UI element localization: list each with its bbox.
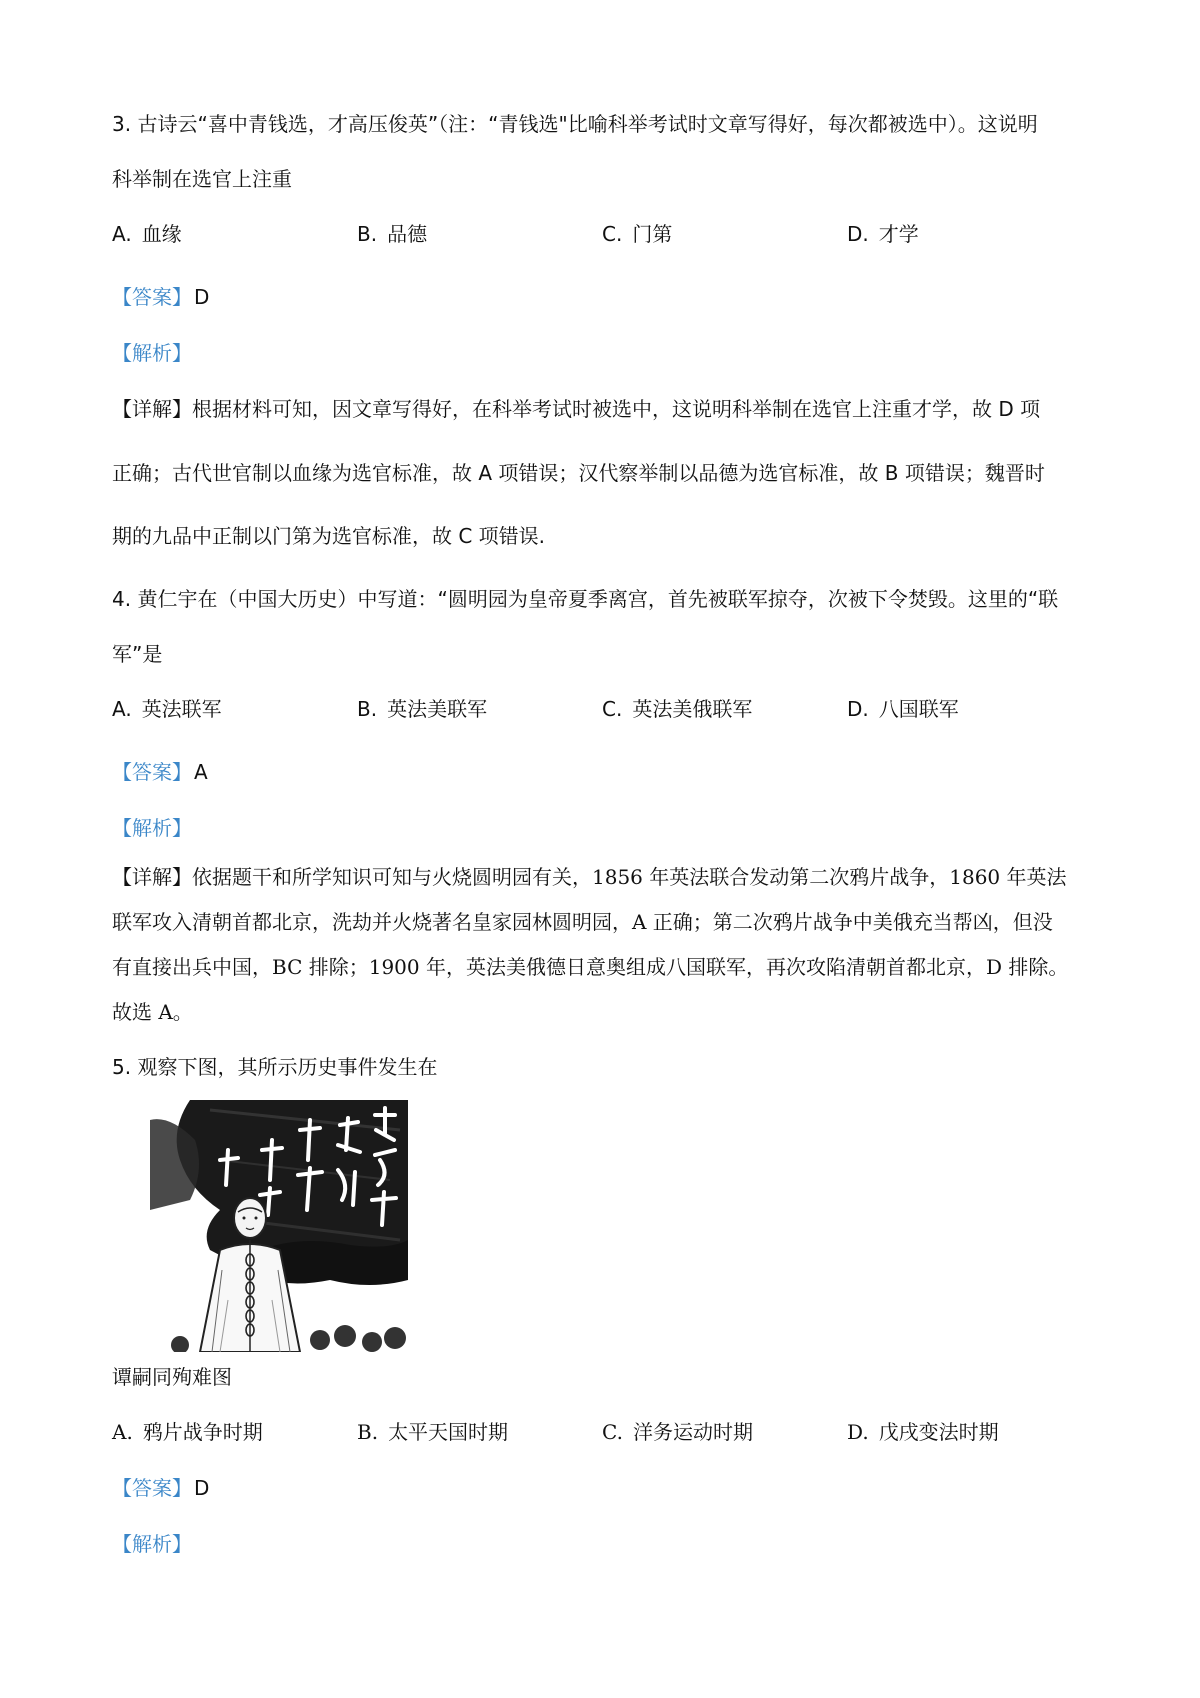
- q5-option-b: B. 太平天国时期: [357, 1420, 509, 1444]
- q4-option-a: A. 英法联军: [112, 697, 222, 721]
- q4-number: 4.: [112, 587, 132, 611]
- q4-analysis-tag: 【解析】: [112, 816, 192, 840]
- q3-number: 3.: [112, 112, 132, 136]
- figure-head: [234, 1198, 266, 1238]
- illustration-svg: [150, 1100, 408, 1352]
- q5-answer: [112, 1476, 209, 1500]
- q3-option-c: C. 门第: [602, 222, 673, 246]
- q3-analysis-tag: 【解析】: [112, 341, 192, 365]
- answer-tag: 【答案】: [112, 760, 192, 784]
- q5-analysis-tag: 【解析】: [112, 1532, 192, 1556]
- tan-sitong-illustration: [150, 1100, 408, 1352]
- q3-stem-line1: 古诗云“喜中青钱选，才高压俊英”（注：“青钱选"比喻科举考试时文章写得好，每次都被选中）。这说明: [137, 112, 1038, 136]
- q5-stem-line1: 观察下图，其所示历史事件发生在: [137, 1055, 438, 1079]
- q4-option-b: B. 英法美联军: [357, 697, 488, 721]
- q4-stem: [112, 587, 1058, 611]
- q3-detail-line1: 【详解】根据材料可知，因文章写得好，在科举考试时被选中，这说明科举制在选官上注重才学，故 D 项: [112, 397, 1041, 421]
- q3-stem-line2: 科举制在选官上注重: [112, 167, 292, 191]
- q5-option-a: A. 鸦片战争时期: [112, 1420, 263, 1444]
- answer-value: D: [194, 285, 210, 309]
- answer-value: D: [194, 1476, 210, 1500]
- q3-stem: [112, 112, 1038, 136]
- q4-detail-line1: 【详解】依据题干和所学知识可知与火烧圆明园有关，1856 年英法联合发动第二次鸦片战争，1860 年英法: [112, 865, 1067, 889]
- q3-answer: [112, 285, 209, 309]
- q4-stem-line1: 黄仁宇在（中国大历史）中写道：“圆明园为皇帝夏季离宫，首先被联军掠夺，次被下令焚毁。这里的“联: [137, 587, 1059, 611]
- answer-tag: 【答案】: [112, 285, 192, 309]
- q5-number: 5.: [112, 1055, 132, 1079]
- q3-detail-line2: 正确；古代世官制以血缘为选官标准，故 A 项错误；汉代察举制以品德为选官标准，故 B 项错误；魏晋时: [112, 461, 1045, 485]
- q4-option-d: D. 八国联军: [847, 697, 959, 721]
- q3-detail-line3: 期的九品中正制以门第为选官标准，故 C 项错误.: [112, 524, 546, 548]
- figure-caption: 谭嗣同殉难图: [112, 1365, 232, 1389]
- q4-detail-line2: 联军攻入清朝首都北京，洗劫并火烧著名皇家园林圆明园，A 正确；第二次鸦片战争中美俄充当帮凶，但没: [112, 910, 1053, 934]
- q3-option-b: B. 品德: [357, 222, 428, 246]
- q4-detail-line3: 有直接出兵中国，BC 排除；1900 年，英法美俄德日意奥组成八国联军，再次攻陷清朝首都北京，D 排除。: [112, 955, 1069, 979]
- q3-option-d: D. 才学: [847, 222, 919, 246]
- q4-stem-line2: 军”是: [112, 642, 163, 666]
- q5-option-d: D. 戊戌变法时期: [847, 1420, 999, 1444]
- answer-value: A: [194, 760, 208, 784]
- q5-option-c: C. 洋务运动时期: [602, 1420, 753, 1444]
- q4-option-c: C. 英法美俄联军: [602, 697, 753, 721]
- q4-detail-line4: 故选 A。: [112, 1000, 193, 1024]
- q3-option-a: A. 血缘: [112, 222, 182, 246]
- answer-tag: 【答案】: [112, 1476, 192, 1500]
- q5-stem: [112, 1055, 437, 1079]
- q4-answer: [112, 760, 208, 784]
